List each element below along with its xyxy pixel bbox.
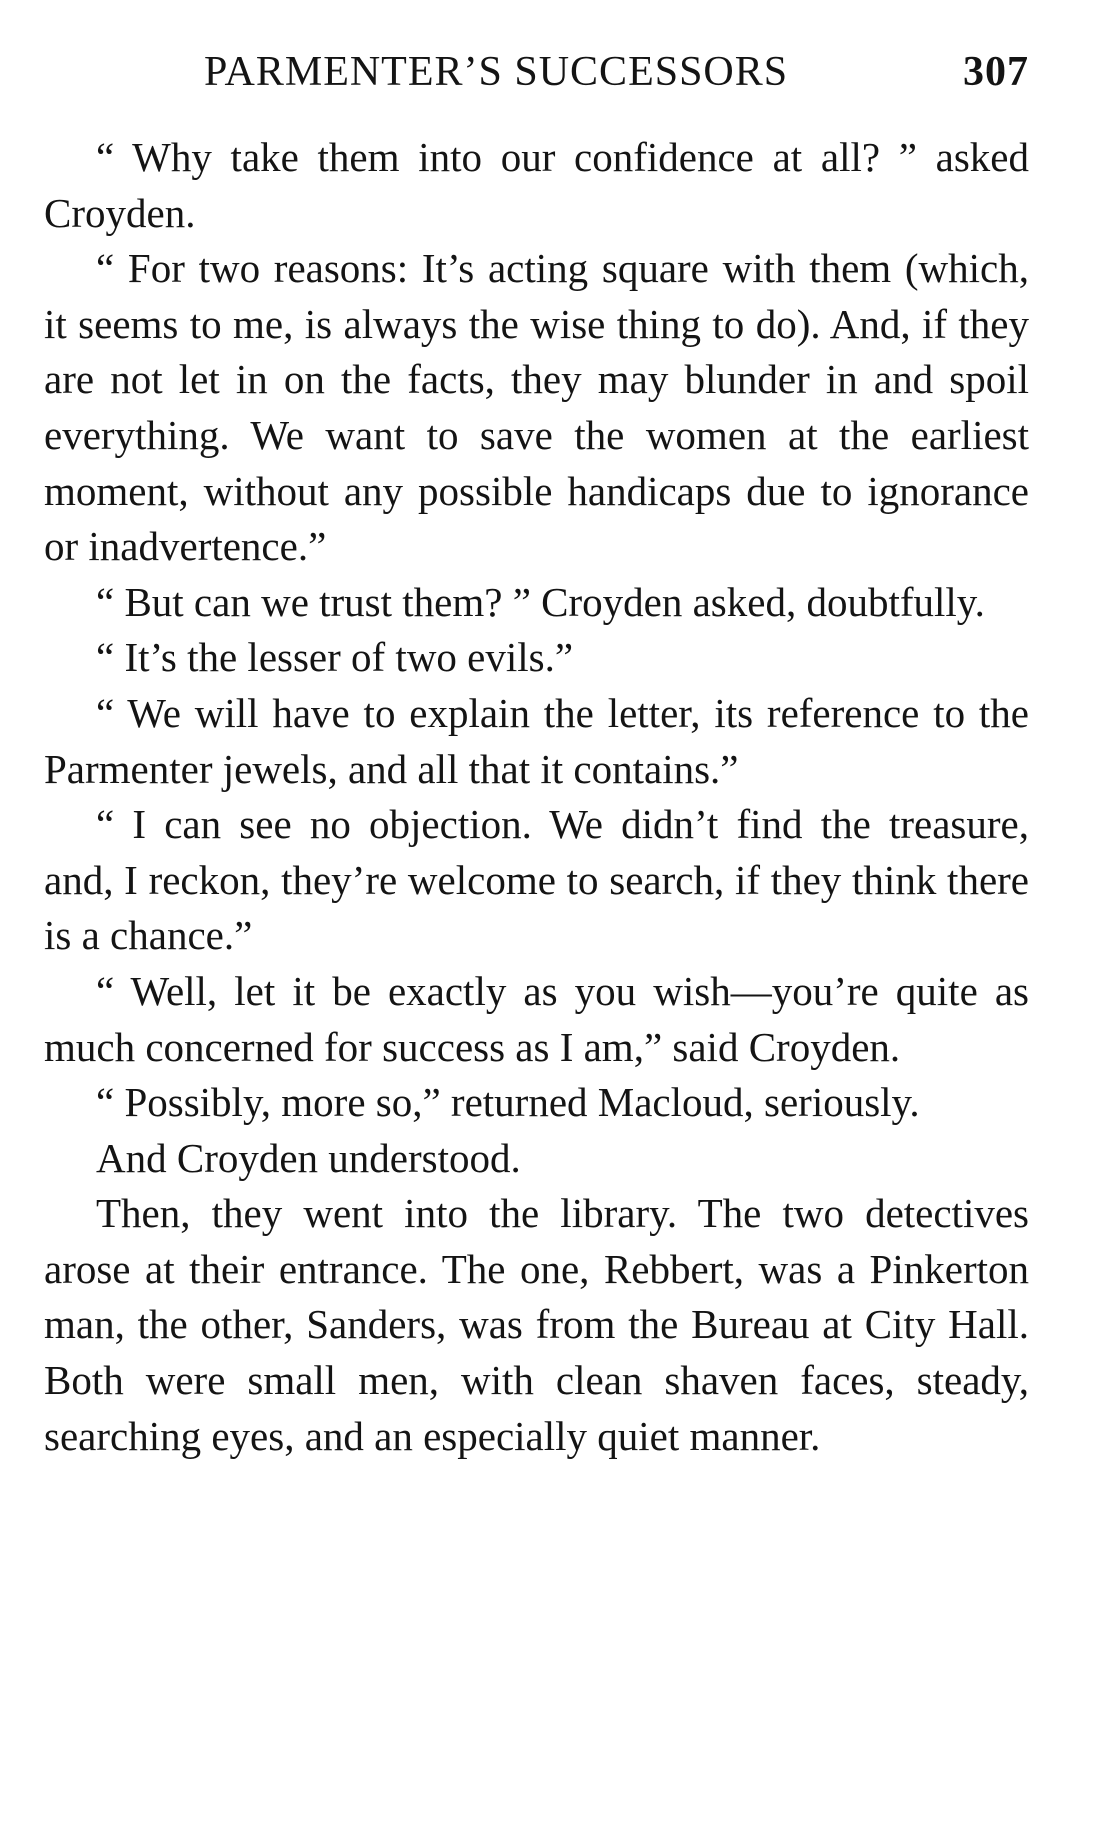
paragraph-6: “ I can see no objection. We didn’t find the treasure, and, I reckon, they’re welcome to search, if they think there is a chance.” [44,801,1029,959]
page-number: 307 [963,49,1029,95]
running-header [44,40,1029,100]
book-page [44,40,1029,1464]
paragraph-7: “ Well, let it be exactly as you wish—you’re quite as much concerned for success as I am,” said Croyden. [44,967,1029,1070]
paragraph-2: “ For two reasons: It’s acting square with them (which, it seems to me, is always the wise thing to do). And, if they are not let in on the facts, they may blunder in and spoil everything. We want to save the women at the earliest moment, without any possible handicaps due to ignorance or inadvertence.” [44,245,1029,570]
paragraph-10: Then, they went into the library. The two detectives arose at their entrance. The one, Rebbert, was a Pinkerton man, the other, Sanders, was from the Bureau at City Hall. Both were small men, with clean shaven faces, steady, searching eyes, and an especially quiet manner. [44,1190,1029,1459]
paragraph-3: “ But can we trust them? ” Croyden asked, doubtfully. [96,578,985,625]
body-text [44,130,1029,1464]
paragraph-1: “ Why take them into our confidence at all? ” asked Croyden. [44,134,1029,236]
running-title: PARMENTER’S SUCCESSORS [204,49,789,95]
paragraph-9: And Croyden understood. [96,1134,521,1181]
paragraph-5: “ We will have to explain the letter, its reference to the Parmenter jewels, and all that it contains.” [44,689,1029,792]
paragraph-4: “ It’s the lesser of two evils.” [96,634,574,681]
paragraph-8: “ Possibly, more so,” returned Macloud, seriously. [96,1079,920,1126]
